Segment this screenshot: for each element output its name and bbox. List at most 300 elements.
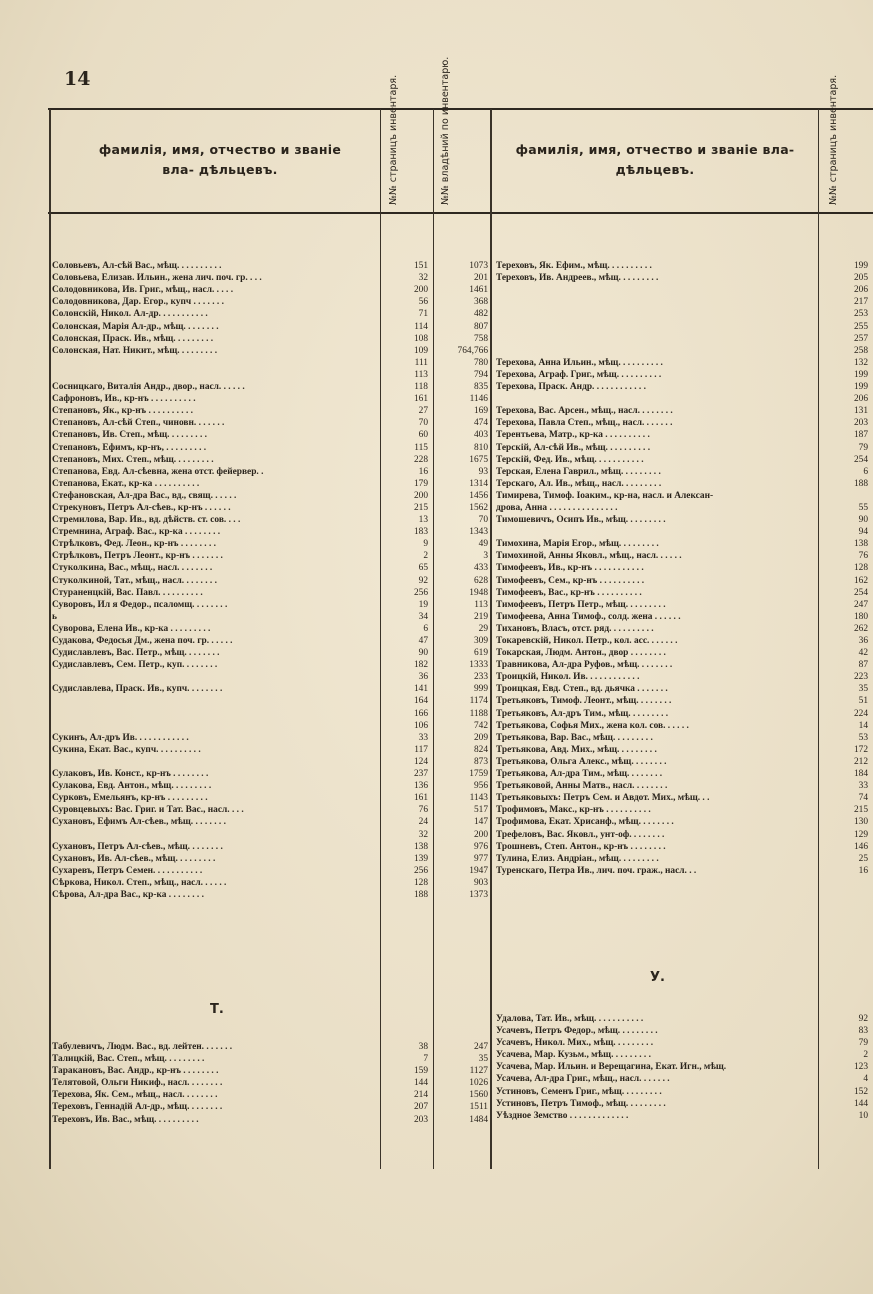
right-u-names-column: [496, 1013, 816, 1122]
owner-name: Тереховъ, Геннадій Ал-др., мѣщ. . . . . . . .: [52, 1102, 223, 1113]
owner-number: 1675: [469, 454, 488, 465]
inventory-page-number: 7: [423, 1054, 428, 1065]
inventory-page-number: 71: [418, 309, 428, 320]
inventory-page-number: 128: [413, 877, 428, 888]
owner-name: Стуколкиной, Тат., мѣщ., насл. . . . . . . .: [52, 575, 217, 586]
owner-number: 1333: [469, 660, 488, 671]
inventory-page-number: 258: [853, 345, 868, 356]
inventory-page-number: 199: [853, 369, 868, 380]
owner-name: [496, 526, 816, 538]
inventory-page-number: 131: [853, 406, 868, 417]
inventory-page-number: 212: [853, 756, 868, 767]
owner-number: 3: [483, 551, 488, 562]
left-names-column: [52, 248, 377, 901]
owner-number: 219: [473, 611, 488, 622]
owner-name: Третьяковой, Анны Матв., насл. . . . . . . .: [496, 781, 668, 792]
inventory-page-number: 79: [858, 442, 868, 453]
owner-name: [52, 248, 377, 260]
owner-name: [52, 708, 377, 720]
owner-name: Устиновъ, Петръ Тимоф., мѣщ. . . . . . . . .: [496, 1098, 666, 1109]
inventory-page-number: 199: [853, 382, 868, 393]
divider-pages: [380, 109, 381, 1169]
inventory-page-number: 10: [858, 1110, 868, 1121]
owner-name: Тимофеева, Анна Тимоф., солд. жена . . . . . .: [496, 611, 681, 622]
inventory-page-number: 200: [413, 285, 428, 296]
owner-number: 835: [473, 382, 488, 393]
left-header-title: фамилія, имя, отчество и званіе вла- дѣльцевъ.: [98, 142, 342, 177]
owner-number: 200: [473, 829, 488, 840]
owner-number: 368: [473, 297, 488, 308]
inventory-page-number: 70: [418, 418, 428, 429]
owner-number: 147: [473, 817, 488, 828]
inventory-page-number: 34: [418, 611, 428, 622]
owner-name: Степановъ, Як., кр-нъ . . . . . . . . . .: [52, 406, 194, 417]
inventory-page-number: 83: [858, 1026, 868, 1037]
owner-name: Терскій, Ал-сѣй Ив., мѣщ. . . . . . . . . .: [496, 442, 651, 453]
owner-number: 1073: [469, 261, 488, 272]
inventory-page-number: 56: [418, 297, 428, 308]
left-t-pages-column: [382, 1041, 428, 1126]
owner-number: 433: [473, 563, 488, 574]
owner-name: Сѣрова, Ал-дра Вас., кр-ка . . . . . . . .: [52, 889, 204, 900]
owner-name: Табулевичъ, Людм. Вас., вд. лейтен. . . . . . .: [52, 1042, 233, 1052]
inventory-page-number: 200: [413, 490, 428, 501]
owner-number: 1174: [469, 696, 488, 707]
owner-name: Сурковъ, Емельянъ, кр-нъ . . . . . . . . .: [52, 793, 208, 804]
owner-number: 1560: [469, 1090, 488, 1101]
left-t-names-column: [52, 1041, 377, 1126]
inventory-page-number: 182: [413, 660, 428, 671]
inventory-page-number: 13: [418, 515, 428, 526]
owner-name: Третьякова, Ольга Алекс., мѣщ. . . . . . . .: [496, 756, 667, 767]
owner-number: 482: [473, 309, 488, 320]
inventory-page-number: 2: [423, 551, 428, 562]
owner-name: Устиновъ, Семенъ Григ., мѣщ. . . . . . . . .: [496, 1086, 662, 1097]
owner-number: 977: [473, 853, 488, 864]
owner-name: Сухаревъ, Петръ Семен. . . . . . . . . . .: [52, 865, 203, 876]
inventory-page-number: 6: [423, 623, 428, 634]
inventory-page-number: 180: [853, 611, 868, 622]
center-divider: [490, 109, 492, 1169]
owner-number: 1188: [469, 708, 488, 719]
owner-name: Солонская, Марія Ал-др., мѣщ. . . . . . . .: [52, 321, 219, 332]
inventory-page-number: 76: [418, 805, 428, 816]
owner-name: Терехова, Анна Ильин., мѣщ. . . . . . . . . .: [496, 357, 663, 368]
owner-name: дрова, Анна . . . . . . . . . . . . . . .: [496, 502, 618, 513]
owner-name: [496, 321, 816, 333]
inventory-page-number: 114: [414, 321, 428, 332]
owner-name: Степановъ, Мих. Степ., мѣщ. . . . . . . . .: [52, 454, 214, 465]
owner-number: 113: [474, 599, 488, 610]
inventory-page-number: [822, 248, 868, 260]
owner-name: Токарская, Людм. Антон., двор . . . . . . . .: [496, 648, 666, 659]
owner-name: Тереховъ, Як. Ефим., мѣщ. . . . . . . . . .: [496, 261, 652, 272]
owner-name: Трофимовъ, Макс., кр-нъ . . . . . . . . . .: [496, 805, 651, 816]
inventory-page-number: 139: [413, 853, 428, 864]
right-pages-column: [822, 248, 868, 877]
inventory-page-number: 106: [413, 720, 428, 731]
owner-name: Сафроновъ, Ив., кр-нъ . . . . . . . . . .: [52, 394, 196, 405]
inventory-page-number: 146: [853, 841, 868, 852]
section-t-heading: Т.: [210, 1002, 224, 1017]
inventory-page-number: 207: [413, 1102, 428, 1113]
owner-name: [496, 393, 816, 405]
owner-name: [52, 695, 377, 707]
owner-name: Солонская, Праск. Ив., мѣщ. . . . . . . . .: [52, 333, 214, 344]
owner-number: 1143: [469, 793, 488, 804]
owner-number: 70: [478, 515, 488, 526]
owner-number: 1511: [469, 1102, 488, 1113]
owner-number: 873: [473, 756, 488, 767]
owner-name: Стремилова, Вар. Ив., вд. дѣйств. ст. сов. . . .: [52, 515, 241, 526]
owner-name: Тимофеевъ, Ив., кр-нъ . . . . . . . . . . .: [496, 563, 644, 574]
owner-name: [496, 308, 816, 320]
owner-name: Терехова, Павла Степ., мѣщ., насл. . . . . . .: [496, 418, 673, 429]
inventory-page-number: 111: [414, 357, 428, 368]
owner-number: 1948: [469, 587, 488, 598]
inventory-page-number: 25: [858, 853, 868, 864]
owner-name: Сухановъ, Петръ Ал-сѣев., мѣщ. . . . . . . .: [52, 841, 223, 852]
owner-name: [496, 333, 816, 345]
inventory-page-number: 74: [858, 793, 868, 804]
inventory-page-number: 138: [413, 841, 428, 852]
owner-name: Тереховъ, Ив. Вас., мѣщ. . . . . . . . . .: [52, 1114, 199, 1125]
owner-number: 233: [473, 672, 488, 683]
owner-number: 956: [473, 781, 488, 792]
owner-name: Сукина, Екат. Вас., купч. . . . . . . . . .: [52, 744, 201, 755]
top-rule: [48, 108, 873, 110]
inventory-page-number: 162: [853, 575, 868, 586]
owner-number: 1947: [469, 865, 488, 876]
owner-number: [435, 248, 488, 260]
owner-name: [52, 829, 377, 841]
owner-name: Тимофеевъ, Вас., кр-нъ . . . . . . . . . .: [496, 587, 642, 598]
inventory-page-number: 206: [853, 394, 868, 405]
owner-number: 93: [478, 466, 488, 477]
owner-number: 619: [473, 648, 488, 659]
owner-name: Усачева, Ал-дра Григ., мѣщ., насл. . . . . . .: [496, 1074, 670, 1085]
owner-name: Третьяковъ, Тимоф. Леонт., мѣщ. . . . . . . .: [496, 696, 672, 707]
owner-number: 201: [473, 273, 488, 284]
owner-name: Третьякова, Вар. Вас., мѣщ. . . . . . . . .: [496, 732, 653, 743]
owner-name: Судиславлева, Праск. Ив., купч. . . . . . . .: [52, 684, 223, 695]
owner-number: 169: [473, 406, 488, 417]
owner-name: Суворова, Елена Ив., кр-ка . . . . . . . . .: [52, 623, 211, 634]
owner-number: 209: [473, 732, 488, 743]
inventory-page-number: 16: [858, 865, 868, 876]
inventory-page-number: 32: [418, 829, 428, 840]
inventory-page-number: 152: [853, 1086, 868, 1097]
inventory-page-number: 36: [418, 672, 428, 683]
inventory-page-number: 172: [853, 744, 868, 755]
owner-number: 403: [473, 430, 488, 441]
inventory-page-number: 108: [413, 333, 428, 344]
inventory-page-number: 215: [413, 502, 428, 513]
owner-number: 247: [473, 1042, 488, 1052]
inventory-page-number: 130: [853, 817, 868, 828]
owner-number: 1127: [469, 1066, 488, 1077]
inventory-page-number: 92: [418, 575, 428, 586]
owner-number: 1026: [469, 1078, 488, 1089]
owner-name: Терентьева, Матр., кр-ка . . . . . . . . . .: [496, 430, 650, 441]
inventory-page-number: 187: [853, 430, 868, 441]
owner-name: Суровцевыхъ: Вас. Григ. и Тат. Вас., насл. . . .: [52, 805, 244, 816]
owner-name: Третьяковыхъ: Петръ Сем. и Авдот. Мих., мѣщ. . .: [496, 793, 710, 804]
owner-name: Степановъ, Ал-сѣй Степ., чиновн. . . . . . .: [52, 418, 225, 429]
inventory-page-number: 141: [413, 684, 428, 695]
owner-name: Тимохиной, Анны Яковл., мѣщ., насл. . . . . .: [496, 551, 682, 562]
owner-name: Таракановъ, Вас. Андр., кр-нъ . . . . . . . .: [52, 1066, 219, 1077]
owner-name: Терехова, Вас. Арсен., мѣщ., насл. . . . . . . .: [496, 406, 673, 417]
owner-name: Судиславлевъ, Вас. Петр., мѣщ. . . . . . . .: [52, 648, 220, 659]
owner-name: Суворовъ, Ил я Федор., псаломщ. . . . . . . .: [52, 599, 228, 610]
owner-name: Усачева, Мар. Ильин. и Верещагина, Екат. Игн., мѣщ.: [496, 1062, 727, 1073]
owner-name: Тимофеевъ, Петръ Петр., мѣщ. . . . . . . . .: [496, 599, 666, 610]
owner-name: Тулина, Елиз. Андріан., мѣщ. . . . . . . . .: [496, 853, 659, 864]
inventory-page-number: 36: [858, 636, 868, 646]
owner-name: Сулакова, Евд. Антон., мѣщ. . . . . . . . .: [52, 781, 212, 792]
inventory-page-number: 129: [853, 829, 868, 840]
inventory-page-number: 42: [858, 648, 868, 659]
inventory-page-number: 188: [853, 478, 868, 489]
owner-name: Тимофеевъ, Сем., кр-нъ . . . . . . . . . .: [496, 575, 645, 586]
inventory-page-number: 188: [413, 889, 428, 900]
inventory-page-number: 206: [853, 285, 868, 296]
owner-name: Степановъ, Ив. Степ., мѣщ. . . . . . . . .: [52, 430, 207, 441]
left-t-owners-column: [435, 1041, 488, 1126]
inventory-page-number: 55: [858, 502, 868, 513]
owner-name: Токаревскій, Никол. Петр., кол. асс. . . . . . .: [496, 636, 678, 646]
owner-name: Терскаго, Ал. Ив., мѣщ., насл. . . . . . . . .: [496, 478, 662, 489]
owner-number: 1146: [469, 394, 488, 405]
inventory-page-number: 24: [418, 817, 428, 828]
inventory-page-number: 118: [414, 382, 428, 393]
inventory-page-number: 123: [853, 1062, 868, 1073]
owner-name: Стуколкина, Вас., мѣщ., насл. . . . . . . .: [52, 563, 213, 574]
owner-name: [52, 369, 377, 381]
inventory-page-number: 53: [858, 732, 868, 743]
inventory-page-number: 237: [413, 769, 428, 780]
inventory-page-number: 144: [413, 1078, 428, 1089]
owner-name: Солонская, Нат. Никит., мѣщ. . . . . . . . .: [52, 345, 218, 356]
owner-name: Третьякова, Авд. Мих., мѣщ. . . . . . . . .: [496, 744, 657, 755]
owner-name: Трофимова, Екат. Хрисанф., мѣщ. . . . . . . .: [496, 817, 674, 828]
inventory-page-number: 179: [413, 478, 428, 489]
inventory-page-number: 90: [858, 515, 868, 526]
inventory-page-number: 65: [418, 563, 428, 574]
right-u-pages-column: [822, 1013, 868, 1122]
owner-name: Стрекуновъ, Петръ Ал-сѣев., кр-нъ . . . . . .: [52, 502, 231, 513]
inventory-page-number: 27: [418, 406, 428, 417]
owner-name: Терская, Елена Гаврил., мѣщ. . . . . . . . .: [496, 466, 661, 477]
owner-name: [496, 284, 816, 296]
owner-name: [52, 756, 377, 768]
owner-number: 810: [473, 442, 488, 453]
right-header-title: фамилія, имя, отчество и званіе вла- дѣльцевъ.: [515, 142, 795, 177]
inventory-page-number: 92: [858, 1014, 868, 1024]
inventory-page-number: 164: [413, 696, 428, 707]
owner-name: Травникова, Ал-дра Руфов., мѣщ. . . . . . . .: [496, 660, 673, 671]
owner-name: Трошневъ, Степ. Антон., кр-нъ . . . . . . . .: [496, 841, 666, 852]
owner-name: Сухановъ, Ив. Ал-сѣев., мѣщ. . . . . . . . .: [52, 853, 216, 864]
inventory-page-number: 16: [418, 466, 428, 477]
owner-number: 1314: [469, 478, 488, 489]
inventory-page-number: 184: [853, 769, 868, 780]
inventory-page-number: 2: [863, 1050, 868, 1061]
inventory-page-number: 203: [413, 1114, 428, 1125]
owner-name: Третьяковъ, Ал-дръ Тим., мѣщ. . . . . . . . .: [496, 708, 669, 719]
inventory-page-number: 79: [858, 1038, 868, 1049]
owner-name: Терскій, Фед. Ив., мѣщ. . . . . . . . . . .: [496, 454, 644, 465]
owner-name: Третьякова, Софья Мих., жена кол. сов. . . . . .: [496, 720, 689, 731]
owner-number: 758: [473, 333, 488, 344]
owner-name: [496, 248, 816, 260]
owner-name: Сѣркова, Никол. Степ., мѣщ., насл. . . . . .: [52, 877, 227, 888]
owner-name: Терехова, Як. Сем., мѣщ., насл. . . . . . . .: [52, 1090, 218, 1101]
owner-name: Троицкій, Никол. Ив. . . . . . . . . . . .: [496, 672, 640, 683]
owner-name: Талицкій, Вас. Степ., мѣщ. . . . . . . . .: [52, 1054, 205, 1065]
inventory-page-number: 203: [853, 418, 868, 429]
owner-name: [52, 671, 377, 683]
left-owners-column: [435, 248, 488, 901]
divider-owners: [433, 109, 434, 1169]
inventory-page-number: 253: [853, 309, 868, 320]
inventory-page-number: [382, 248, 428, 260]
inventory-page-number: 32: [418, 273, 428, 284]
owner-name: Телятовой, Ольги Никиф., насл. . . . . . . .: [52, 1078, 223, 1089]
inventory-page-number: 35: [858, 684, 868, 695]
inventory-page-number: 76: [858, 551, 868, 562]
right-pages-column-header: №№ страницъ инвентаря.: [828, 74, 839, 205]
inventory-page-number: 254: [853, 587, 868, 598]
owner-name: Судакова, Федосья Дм., жена поч. гр. . . . . .: [52, 636, 233, 646]
owner-number: 29: [478, 623, 488, 634]
inventory-page-number: 113: [414, 369, 428, 380]
owner-number: 1461: [469, 285, 488, 296]
owner-name: Терехова, Праск. Андр. . . . . . . . . . . .: [496, 382, 646, 393]
inventory-page-number: 214: [413, 1090, 428, 1101]
owner-number: 976: [473, 841, 488, 852]
inventory-page-number: 199: [853, 261, 868, 272]
inventory-page-number: 228: [413, 454, 428, 465]
owner-number: 1456: [469, 490, 488, 501]
owner-name: Сосницкаго, Виталія Андр., двор., насл. . . . . .: [52, 382, 245, 393]
inventory-page-number: [822, 490, 868, 502]
owner-name: [496, 296, 816, 308]
owner-number: 903: [473, 877, 488, 888]
inventory-page-number: 47: [418, 636, 428, 646]
owner-name: Сухановъ, Ефимъ Ал-сѣев., мѣщ. . . . . . . .: [52, 817, 226, 828]
inventory-page-number: 128: [853, 563, 868, 574]
owner-number: 474: [473, 418, 488, 429]
pages-column-header: №№ страницъ инвентаря.: [388, 74, 399, 205]
inventory-page-number: 19: [418, 599, 428, 610]
owner-name: Степановъ, Ефимъ, кр-нъ, . . . . . . . . .: [52, 442, 207, 453]
owner-name: [496, 345, 816, 357]
owner-name: Терехова, Аграф. Григ., мѣщ. . . . . . . . . .: [496, 369, 662, 380]
owner-name: Тереховъ, Ив. Андреев., мѣщ. . . . . . . . .: [496, 273, 659, 284]
inventory-page-number: 51: [858, 696, 868, 707]
owner-name: Тихановъ, Власъ, отст. ряд. . . . . . . . . .: [496, 623, 654, 634]
owner-name: [52, 357, 377, 369]
inventory-page-number: 262: [853, 623, 868, 634]
inventory-page-number: 117: [414, 744, 428, 755]
owner-number: 999: [473, 684, 488, 695]
page-number: 14: [64, 68, 91, 90]
inventory-page-number: 94: [858, 527, 868, 538]
owner-name: Троицкая, Евд. Степ., вд. дьячка . . . . . . .: [496, 684, 668, 695]
owner-name: Усачева, Мар. Кузьм., мѣщ. . . . . . . . .: [496, 1050, 651, 1061]
owner-number: 807: [473, 321, 488, 332]
owner-number: 517: [473, 805, 488, 816]
owner-name: Тимошевичъ, Осипъ Ив., мѣщ. . . . . . . . .: [496, 515, 666, 526]
owner-name: Солодовникова, Дар. Егор., купч . . . . . . .: [52, 297, 224, 308]
inventory-page-number: 38: [418, 1042, 428, 1052]
owner-number: 794: [473, 369, 488, 380]
inventory-page-number: 90: [418, 648, 428, 659]
owner-name: ь: [52, 611, 57, 622]
owner-name: Тимохина, Марія Егор., мѣщ. . . . . . . . .: [496, 539, 659, 550]
owner-number: 1373: [469, 889, 488, 900]
owner-name: Туренскаго, Петра Ив., лич. поч. граж., насл. . .: [496, 865, 697, 876]
inventory-page-number: 4: [863, 1074, 868, 1085]
owner-number: 1343: [469, 527, 488, 538]
owner-name: Тимирева, Тимоф. Іоаким., кр-на, насл. и Алексан-: [496, 490, 714, 501]
inventory-page-number: 33: [418, 732, 428, 743]
owner-number: 1759: [469, 769, 488, 780]
section-u-heading: У.: [650, 970, 665, 985]
inventory-page-number: 14: [858, 720, 868, 731]
owner-number: 824: [473, 744, 488, 755]
inventory-page-number: 256: [413, 865, 428, 876]
divider-right-pages: [818, 109, 819, 1169]
owner-name: Сулаковъ, Ив. Конст., кр-нъ . . . . . . . .: [52, 769, 209, 780]
header-bottom-rule: [48, 212, 873, 214]
inventory-page-number: 215: [853, 805, 868, 816]
inventory-page-number: 161: [413, 394, 428, 405]
owner-number: 35: [478, 1054, 488, 1065]
owner-name: [52, 720, 377, 732]
inventory-page-number: 9: [423, 539, 428, 550]
owner-name: Соловьевъ, Ал-сѣй Вас., мѣщ. . . . . . . . . .: [52, 261, 222, 272]
inventory-page-number: 217: [853, 297, 868, 308]
owner-name: Стрѣлковъ, Фед. Леон., кр-нъ . . . . . . . .: [52, 539, 217, 550]
inventory-page-number: 6: [863, 466, 868, 477]
owner-number: 742: [473, 720, 488, 731]
inventory-page-number: 256: [413, 587, 428, 598]
inventory-page-number: 255: [853, 321, 868, 332]
inventory-page-number: 161: [413, 793, 428, 804]
owner-name: Соловьева, Елизав. Ильин., жена лич. поч. гр. . . .: [52, 273, 262, 284]
inventory-page-number: 87: [858, 660, 868, 671]
owner-name: Стремнина, Аграф. Вас., кр-ка . . . . . . . .: [52, 527, 221, 538]
owner-name: Солодовникова, Ив. Григ., мѣщ., насл. . . . .: [52, 285, 234, 296]
owner-name: Удалова, Тат. Ив., мѣщ. . . . . . . . . . .: [496, 1014, 644, 1024]
inventory-page-number: 144: [853, 1098, 868, 1109]
owner-name: Сукинъ, Ал-дръ Ив. . . . . . . . . . . .: [52, 732, 189, 743]
inventory-page-number: 166: [413, 708, 428, 719]
inventory-page-number: 115: [414, 442, 428, 453]
inventory-page-number: 257: [853, 333, 868, 344]
inventory-page-number: 132: [853, 357, 868, 368]
owner-number: 628: [473, 575, 488, 586]
owner-number: 1484: [469, 1114, 488, 1125]
owner-name: Степанова, Евд. Ал-сѣевна, жена отст. фейервер. .: [52, 466, 264, 477]
owner-name: Судиславлевъ, Сем. Петр., куп. . . . . . . .: [52, 660, 218, 671]
inventory-page-number: 247: [853, 599, 868, 610]
owner-name: Усачевъ, Петръ Федор., мѣщ. . . . . . . . .: [496, 1026, 658, 1037]
inventory-page-number: 254: [853, 454, 868, 465]
